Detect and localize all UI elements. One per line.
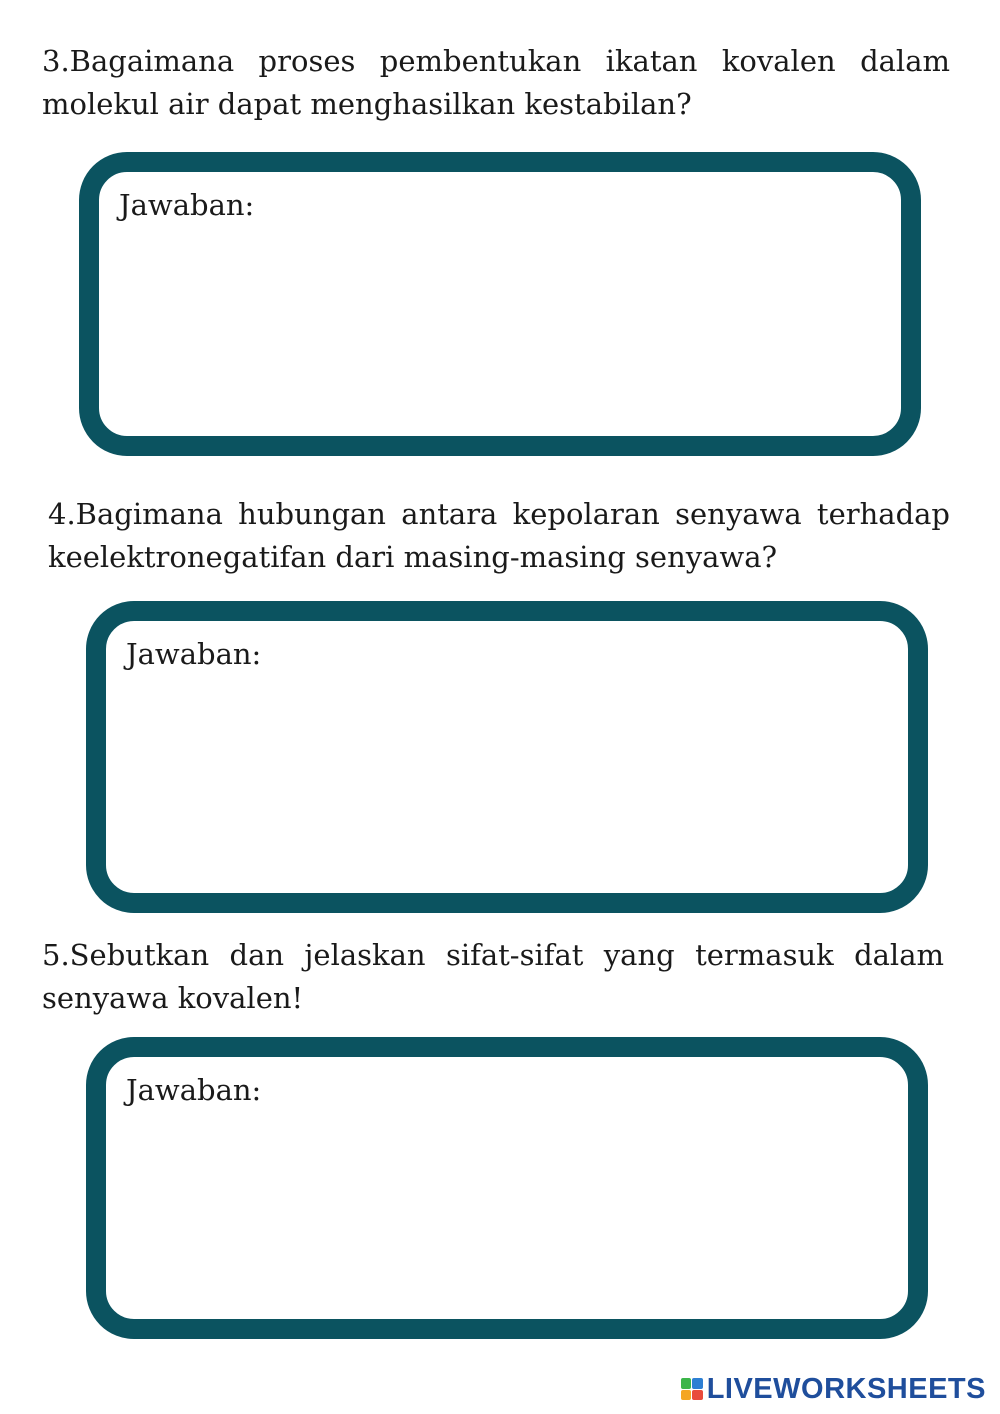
answer-box-3[interactable] (79, 152, 921, 456)
liveworksheets-logo-icon (681, 1378, 703, 1400)
answer-box-4[interactable] (86, 601, 928, 913)
question-5-text: 5.Sebutkan dan jelaskan sifat-sifat yang termasuk dalam senyawa kovalen! (42, 938, 944, 1015)
liveworksheets-logo (681, 1374, 986, 1404)
logo-square (681, 1378, 692, 1389)
answer-input-3[interactable] (119, 232, 881, 416)
answer-label: Jawaban: (126, 637, 262, 671)
question-3-text: 3.Bagaimana proses pembentukan ikatan kovalen dalam molekul air dapat menghasilkan kestabilan? (42, 44, 950, 121)
answer-input-5[interactable] (126, 1117, 888, 1299)
question-4-text: 4.Bagimana hubungan antara kepolaran senyawa terhadap keelektronegatifan dari masing-masing senyawa? (48, 497, 950, 574)
answer-label: Jawaban: (126, 1073, 262, 1107)
logo-text: LIVEWORKSHEETS (706, 1373, 986, 1405)
answer-label: Jawaban: (119, 188, 255, 222)
answer-input-4[interactable] (126, 681, 888, 873)
logo-square (692, 1378, 703, 1389)
logo-square (681, 1390, 692, 1401)
answer-box-5[interactable] (86, 1037, 928, 1339)
logo-square (692, 1390, 703, 1401)
